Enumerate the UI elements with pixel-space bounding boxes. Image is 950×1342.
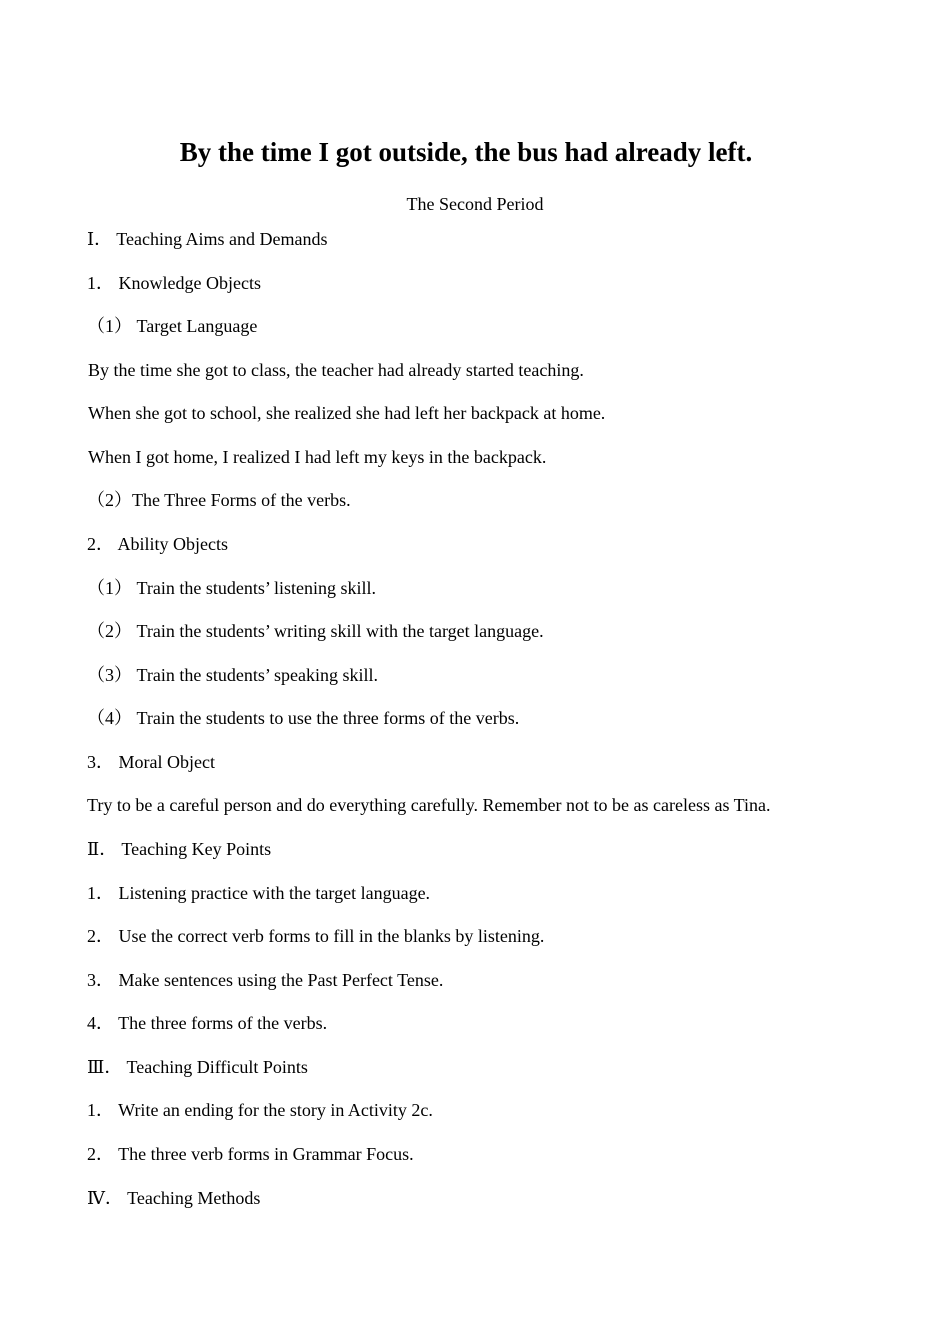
item-target-language: （1） Target Language [87,316,258,336]
subsection-knowledge-objects: 1． Knowledge Objects [87,273,261,293]
section-heading-key-points: Ⅱ． Teaching Key Points [87,839,272,859]
key-point-item: 4． The three forms of the verbs. [87,1013,328,1033]
item-three-forms: （2）The Three Forms of the verbs. [87,490,351,510]
item-speaking-skill: （3） Train the students’ speaking skill. [87,665,378,685]
section-heading-methods: Ⅳ． Teaching Methods [87,1188,261,1208]
key-point-item: 1． Listening practice with the target language. [87,883,431,903]
item-verb-forms: （4） Train the students to use the three forms of the verbs. [87,708,520,728]
example-sentence: When she got to school, she realized she had left her backpack at home. [88,403,606,423]
item-writing-skill: （2） Train the students’ writing skill with the target language. [87,621,544,641]
section-heading-difficult-points: Ⅲ． Teaching Difficult Points [87,1057,308,1077]
moral-object-text: Try to be a careful person and do everything carefully. Remember not to be as careless as Tina. [87,795,771,815]
section-heading-aims: Ⅰ． Teaching Aims and Demands [87,229,328,249]
subsection-ability-objects: 2． Ability Objects [87,534,228,554]
example-sentence: When I got home, I realized I had left my keys in the backpack. [88,447,547,467]
difficult-point-item: 2． The three verb forms in Grammar Focus. [87,1144,414,1164]
key-point-item: 2． Use the correct verb forms to fill in the blanks by listening. [87,926,545,946]
subsection-moral-object: 3． Moral Object [87,752,215,772]
example-sentence: By the time she got to class, the teacher had already started teaching. [88,360,584,380]
difficult-point-item: 1． Write an ending for the story in Activity 2c. [87,1100,433,1120]
document-subtitle: The Second Period [406,194,544,214]
item-listening-skill: （1） Train the students’ listening skill. [87,578,377,598]
key-point-item: 3． Make sentences using the Past Perfect Tense. [87,970,444,990]
document-title: By the time I got outside, the bus had already left. [179,137,753,167]
